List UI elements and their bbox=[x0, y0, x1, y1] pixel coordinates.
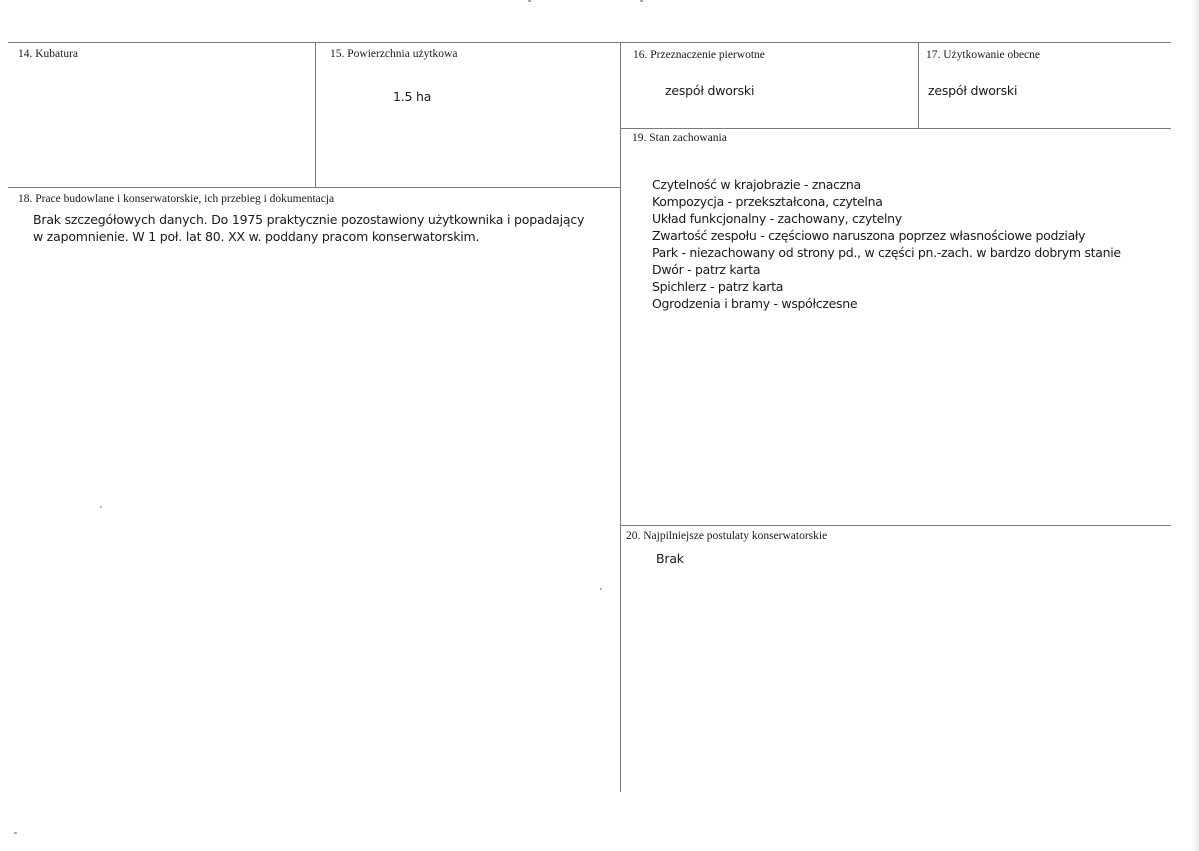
list-item: Ogrodzenia i bramy - współczesne bbox=[652, 296, 858, 311]
list-item: Układ funkcjonalny - zachowany, czytelny bbox=[652, 211, 902, 226]
list-item: Spichlerz - patrz karta bbox=[652, 279, 784, 294]
scan-speck bbox=[600, 588, 602, 590]
list-item: Park - niezachowany od strony pd., w części pn.-zach. w bardzo dobrym stanie bbox=[652, 245, 1121, 260]
field-19-label: 19. Stan zachowania bbox=[632, 132, 727, 144]
rule-above-20 bbox=[620, 525, 1171, 526]
scan-speck bbox=[14, 832, 17, 834]
divider-16-17 bbox=[918, 42, 919, 129]
top-rule bbox=[8, 42, 1171, 43]
field-16-value: zespół dworski bbox=[665, 83, 755, 98]
field-18-label: 18. Prace budowlane i konserwatorskie, ich przebieg i dokumentacja bbox=[18, 193, 335, 205]
field-20-label: 20. Najpilniejsze postulaty konserwatorskie bbox=[626, 530, 828, 542]
field-19-list bbox=[652, 176, 1121, 312]
divider-left-right bbox=[620, 42, 621, 792]
scan-speck bbox=[528, 0, 531, 2]
field-17-label: 17. Użytkowanie obecne bbox=[926, 49, 1041, 61]
field-15-label: 15. Powierzchnia użytkowa bbox=[330, 48, 458, 60]
field-18-line: Brak szczegółowych danych. Do 1975 praktycznie pozostawiony użytkownika i popadający bbox=[33, 212, 585, 227]
field-20-value: Brak bbox=[656, 551, 684, 566]
rule-under-16-17 bbox=[620, 128, 1171, 129]
field-18-text bbox=[33, 211, 584, 245]
list-item: Kompozycja - przekształcona, czytelna bbox=[652, 194, 883, 209]
list-item: Czytelność w krajobrazie - znaczna bbox=[652, 177, 861, 192]
field-17-value: zespół dworski bbox=[928, 83, 1018, 98]
field-18-line: w zapomnienie. W 1 poł. lat 80. XX w. poddany pracom konserwatorskim. bbox=[33, 229, 480, 244]
field-14-label: 14. Kubatura bbox=[18, 48, 79, 60]
list-item: Zwartość zespołu - częściowo naruszona poprzez własnościowe podziały bbox=[652, 228, 1086, 243]
rule-above-18 bbox=[8, 187, 620, 188]
scan-speck bbox=[100, 506, 102, 508]
scan-speck bbox=[640, 0, 643, 2]
scan-edge-shadow bbox=[1191, 0, 1199, 851]
divider-14-15 bbox=[315, 42, 316, 188]
list-item: Dwór - patrz karta bbox=[652, 262, 761, 277]
field-15-value: 1.5 ha bbox=[393, 89, 432, 104]
field-16-label: 16. Przeznaczenie pierwotne bbox=[633, 49, 765, 61]
